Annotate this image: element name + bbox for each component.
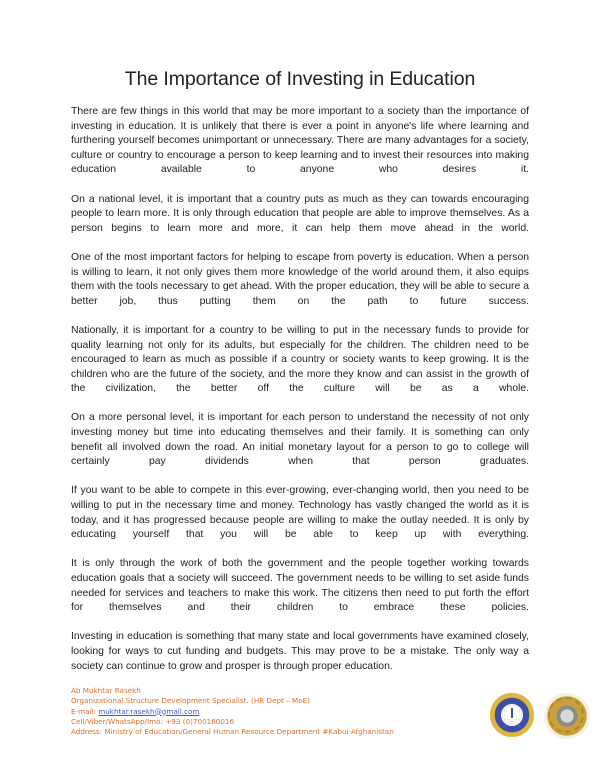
paragraph-6: If you want to be able to compete in this ever-growing, ever-changing world, then you need to be willing to put in the necessary time and money. Technology has vastly changed the world as it is today, and it has progressed because people are willing to make the outlay needed. It is only by educating yourself that you will be able to keep up with everything. <box>71 485 529 541</box>
author-footer <box>71 686 471 737</box>
paragraph-2: On a national level, it is important that a country puts as much as they can towards encouraging people to learn more. It is only through education that people are able to improve themselves. As a person begins to learn more and more, it can help them move ahead in the world. <box>71 193 529 234</box>
author-phone: Cell/Viber/WhatsApp/Imo: +93 (0)700160016 <box>71 716 235 726</box>
wreath-icon <box>548 697 584 733</box>
document-body <box>71 105 529 674</box>
ministry-of-education-seal-icon <box>490 693 534 737</box>
paragraph-7: It is only through the work of both the government and the people together working towards education goals that a society will succeed. The government needs to be willing to set aside funds needed for services and teachers to make this work. The citizens then need to put forth the effort for themselves and their children to embrace these policies. <box>71 558 529 614</box>
email-link[interactable]: mukhtar.rasekh@gmail.com <box>98 706 200 716</box>
paragraph-1: There are few things in this world that may be more important to a society than the importance of investing in education. It is unlikely that there is ever a point in anyone's life where learning and furthering yourself becomes unimportant or unnecessary. There are many advantages for a society, culture or country to encourage a person to keep learning and to invest their resources into making education available to anyone who desires it. <box>71 106 529 176</box>
email-label: E-mail: <box>71 706 99 716</box>
book-icon <box>505 707 519 719</box>
paragraph-5: On a more personal level, it is important for each person to understand the necessity of not only investing money but time into educating themselves and their family. It is something can only benefit all involved down the road. An initial monetary layout for a person to go to college will certainly pay dividends when that person graduates. <box>71 412 529 468</box>
paragraph-3: One of the most important factors for helping to escape from poverty is education. When a person is willing to learn, it not only gives them more knowledge of the world around them, it also equips them with the tools necessary to get ahead. With the proper education, they will be able to secure a better job, thus putting them on the path to future success. <box>71 251 529 307</box>
author-position: Organizational Structure Development Specialist. (HR Dept – MoE) <box>71 696 310 706</box>
author-address: Address: Ministry of Education/General Human Resource Department #Kabul-Afghanistan <box>71 727 394 737</box>
author-email-line <box>71 707 471 717</box>
afghanistan-emblem-icon <box>544 693 590 739</box>
document-title: The Importance of Investing in Education <box>124 68 476 90</box>
author-name: Ab Mukhtar Rasekh <box>71 686 141 695</box>
paragraph-8: Investing in education is something that many state and local governments have examined closely, looking for ways to cut funding and budgets. This may prove to be a mistake. The only way a society can continue to grow and prosper is through proper education. <box>71 631 529 672</box>
paragraph-4: Nationally, it is important for a country to be willing to put in the necessary funds to provide for quality learning not only for its adults, but especially for the children. The children need to be encouraged to learn as much as possible if a country or society wants to keep growing. It is the children who are the future of the society, and the more they know and can assist in the growth of the civilization, the better off the culture will be as a whole. <box>71 324 529 395</box>
